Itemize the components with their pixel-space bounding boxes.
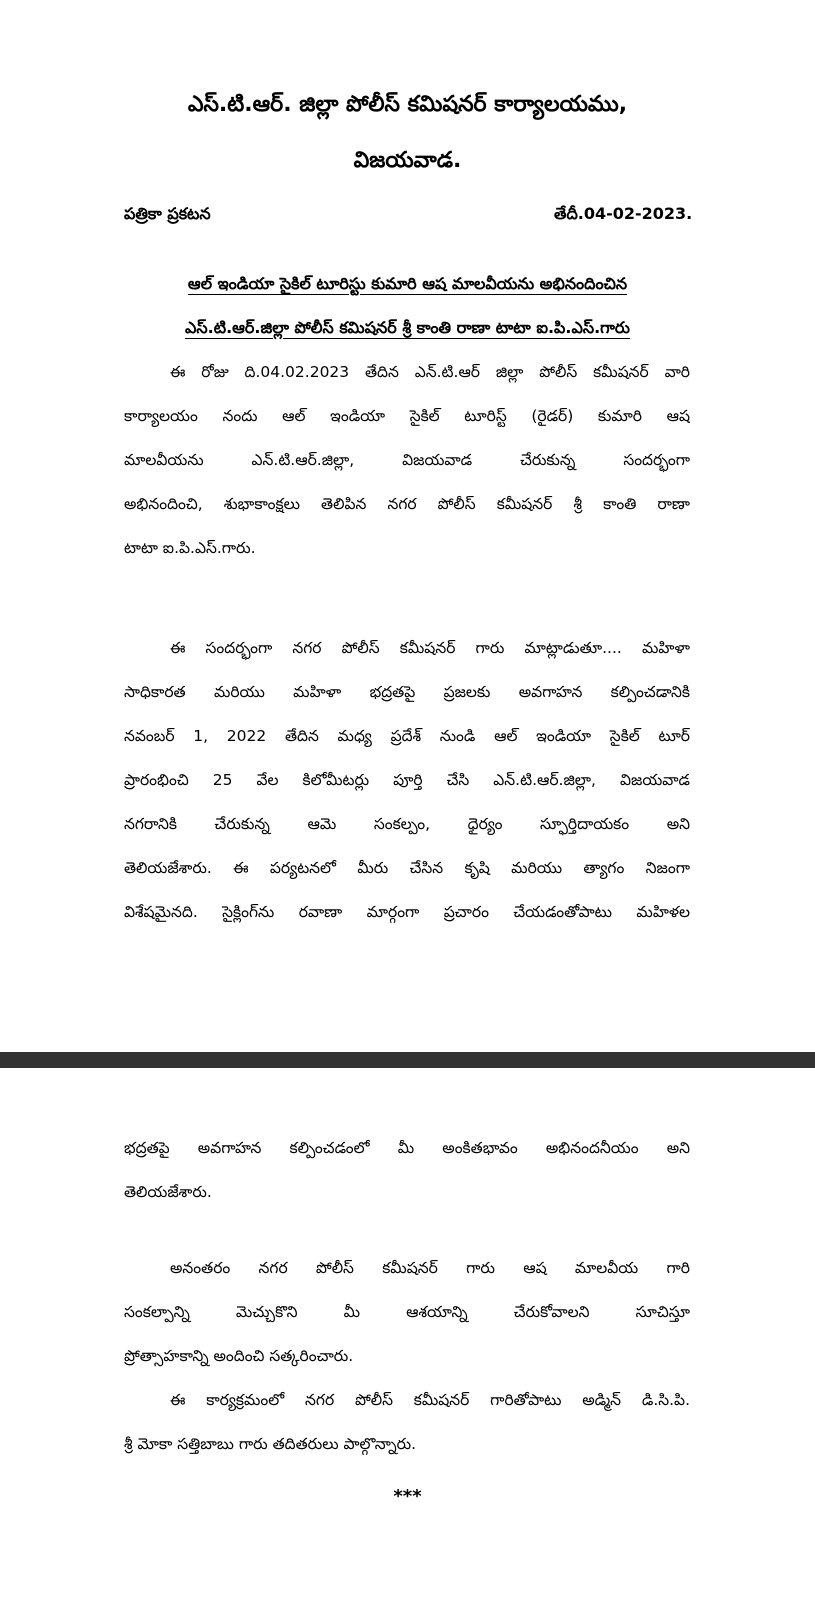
paragraph-1: [124, 350, 690, 570]
press-release-label: పత్రికా ప్రకటన: [124, 204, 211, 223]
paragraph-line: ప్రారంభించి 25 వేల కిలోమీటర్లు పూర్తి చేసి ఎన్.టి.ఆర్.జిల్లా, విజయవాడ: [124, 771, 690, 789]
paragraph-line: టాటా ఐ.పి.ఎస్.గారు.: [124, 539, 256, 557]
release-date: తేదీ.04-02-2023.: [554, 204, 693, 223]
paragraph-line: అభినందించి, శుభాకాంక్షలు తెలిపిన నగర పోలీస్ కమీషనర్ శ్రీ కాంతి రాణా: [124, 495, 690, 513]
paragraph-line: నవంబర్ 1, 2022 తేదిన మధ్య ప్రదేశ్ నుండి ఆల్ ఇండియా సైకిల్ టూర్: [124, 727, 690, 745]
paragraph-2: [124, 626, 690, 934]
paragraph-5: [124, 1378, 690, 1466]
paragraph-line: తెలియజేశారు.: [124, 1183, 212, 1201]
page-separator: [0, 1052, 815, 1068]
end-mark: ***: [393, 1486, 422, 1507]
paragraph-line: సాధికారత మరియు మహిళా భద్రతపై ప్రజలకు అవగాహన కల్పించడానికి: [124, 683, 690, 701]
paragraph-line: నగరానికి చేరుకున్న ఆమె సంకల్పం, ధైర్యం స్ఫూర్తిదాయకం అని: [124, 815, 690, 833]
paragraph-line: అనంతరం నగర పోలీస్ కమీషనర్ గారు ఆష మాలవీయ గారి: [170, 1259, 690, 1277]
headline-line1: ఆల్ ఇండియా సైకిల్ టూరిస్టు కుమారి ఆష మాలవీయను అభినందించిన: [187, 274, 628, 293]
paragraph-line: విశేషమైనది. సైక్లింగ్‌ను రవాణా మార్గంగా ప్రచారం చేయడంతోపాటు మహిళల: [124, 903, 690, 921]
paragraph-3: [124, 1126, 690, 1214]
paragraph-line: కార్యాలయం నందు ఆల్ ఇండియా సైకిల్ టూరిస్ట్ (రైడర్) కుమారి ఆష: [124, 407, 690, 425]
office-title-line1: ఎస్.టి.ఆర్. జిల్లా పోలీస్ కమిషనర్ కార్యాలయము,: [187, 92, 628, 117]
paragraph-line: భద్రతపై అవగాహన కల్పించడంలో మీ అంకితభావం అభినందనీయం అని: [124, 1139, 690, 1157]
paragraph-line: శ్రీ మోకా సత్తిబాబు గారు తదితరులు పాల్గొన్నారు.: [124, 1435, 417, 1453]
paragraph-line: ఈ రోజు ది.04.02.2023 తేదిన ఎన్.టి.ఆర్ జిల్లా పోలీస్ కమీషనర్ వారి: [170, 363, 690, 381]
paragraph-line: ఈ కార్యక్రమంలో నగర పోలీస్ కమీషనర్ గారితోపాటు అడ్మిన్ డి.సి.పి.: [170, 1391, 690, 1409]
office-title-line2: విజయవాడ.: [353, 148, 462, 173]
headline-line2: ఎస్.టి.ఆర్.జిల్లా పోలీస్ కమిషనర్ శ్రీ కాంతి రాణా టాటా ఐ.పి.ఎస్.గారు: [185, 318, 630, 337]
paragraph-line: మాలవీయను ఎన్.టి.ఆర్.జిల్లా, విజయవాడ చేరుకున్న సందర్భంగా: [124, 451, 690, 469]
paragraph-line: ప్రోత్సాహకాన్ని అందించి సత్కరించారు.: [124, 1347, 354, 1365]
paragraph-line: సంకల్పాన్ని మెచ్చుకొని మీ ఆశయాన్ని చేరుకోవాలని సూచిస్తూ: [124, 1303, 690, 1321]
paragraph-line: తెలియజేశారు. ఈ పర్యటనలో మీరు చేసిన కృషి మరియు త్యాగం నిజంగా: [124, 859, 690, 877]
document-page-2: [0, 1068, 815, 1619]
paragraph-line: ఈ సందర్భంగా నగర పోలీస్ కమీషనర్ గారు మాట్లాడుతూ.... మహిళా: [170, 639, 690, 657]
paragraph-4: [124, 1246, 690, 1378]
